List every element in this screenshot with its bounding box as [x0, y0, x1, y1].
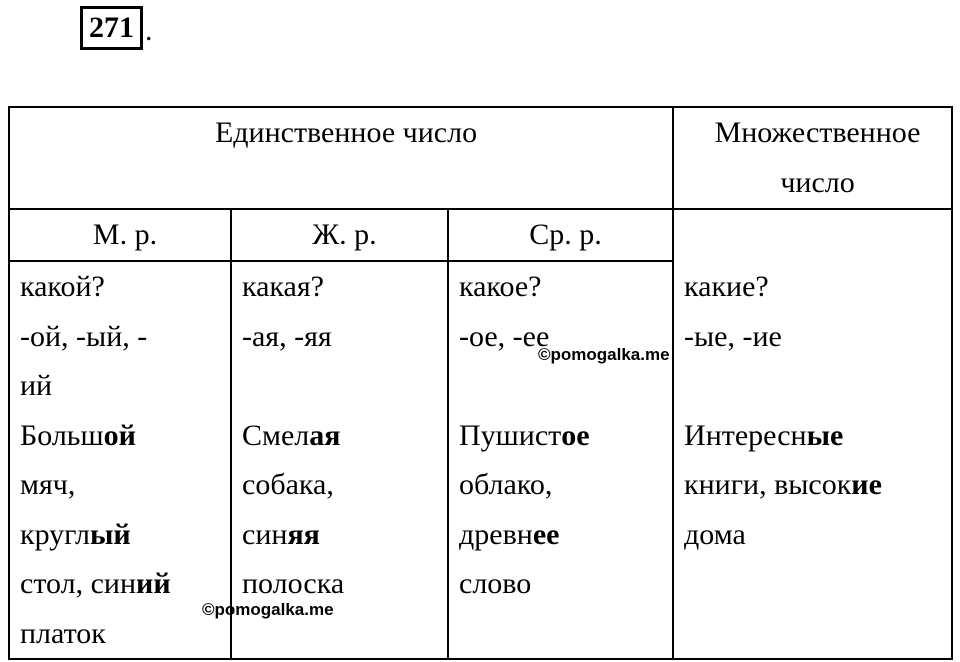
plural-question: какие? [684, 270, 769, 303]
plural-example-3: дома [684, 517, 746, 551]
header-plural [673, 107, 952, 209]
fem-example-1: Смелая [242, 418, 341, 452]
plural-cell [673, 209, 952, 659]
fem-example-4: полоска [242, 567, 345, 600]
watermark-2: ©pomogalka.me [202, 600, 334, 619]
gender-fem: Ж. р. [231, 209, 448, 261]
neut-example-2: облако, [459, 468, 553, 501]
fem-question: какая? [242, 270, 324, 303]
endings-table [8, 106, 953, 660]
header-plural-line1: Множественное [714, 116, 921, 149]
masc-example-3: круглый [20, 517, 131, 551]
neut-question: какое? [459, 270, 542, 303]
neut-example-1: Пушистое [459, 418, 590, 452]
neut-example-3: древнее [459, 517, 560, 551]
neut-endings: -ое, -ее [459, 319, 550, 353]
watermark-1: ©pomogalka.me [538, 345, 670, 364]
masc-cell [9, 261, 231, 659]
header-plural-line2: число [780, 165, 855, 199]
masc-example-2: мяч, [20, 468, 76, 501]
neut-example-4: слово [459, 567, 532, 600]
header-row [9, 107, 952, 209]
plural-example-2: книги, высокие [684, 468, 882, 501]
exercise-number-dot: . [145, 14, 153, 47]
header-singular [9, 107, 673, 209]
fem-endings: -ая, -яя [242, 319, 332, 353]
neut-cell [448, 261, 673, 659]
masc-question: какой? [20, 270, 105, 303]
fem-example-3: синяя [242, 517, 320, 551]
gender-neut: Ср. р. [448, 209, 673, 261]
gender-row [9, 209, 952, 261]
masc-example-5: платок [20, 616, 106, 650]
masc-example-4: стол, синий [20, 567, 171, 600]
exercise-number-box: 271 [80, 6, 143, 50]
plural-endings: -ые, -ие [684, 319, 782, 353]
masc-endings-1: -ой, -ый, - [20, 319, 148, 353]
plural-example-1: Интересные [684, 418, 844, 452]
exercise-number [80, 6, 153, 50]
gender-masc: М. р. [9, 209, 231, 261]
masc-example-1: Большой [20, 418, 136, 452]
masc-endings-2: ий [20, 369, 53, 402]
header-singular-label: Единственное число [214, 116, 478, 149]
fem-example-2: собака, [242, 468, 334, 501]
